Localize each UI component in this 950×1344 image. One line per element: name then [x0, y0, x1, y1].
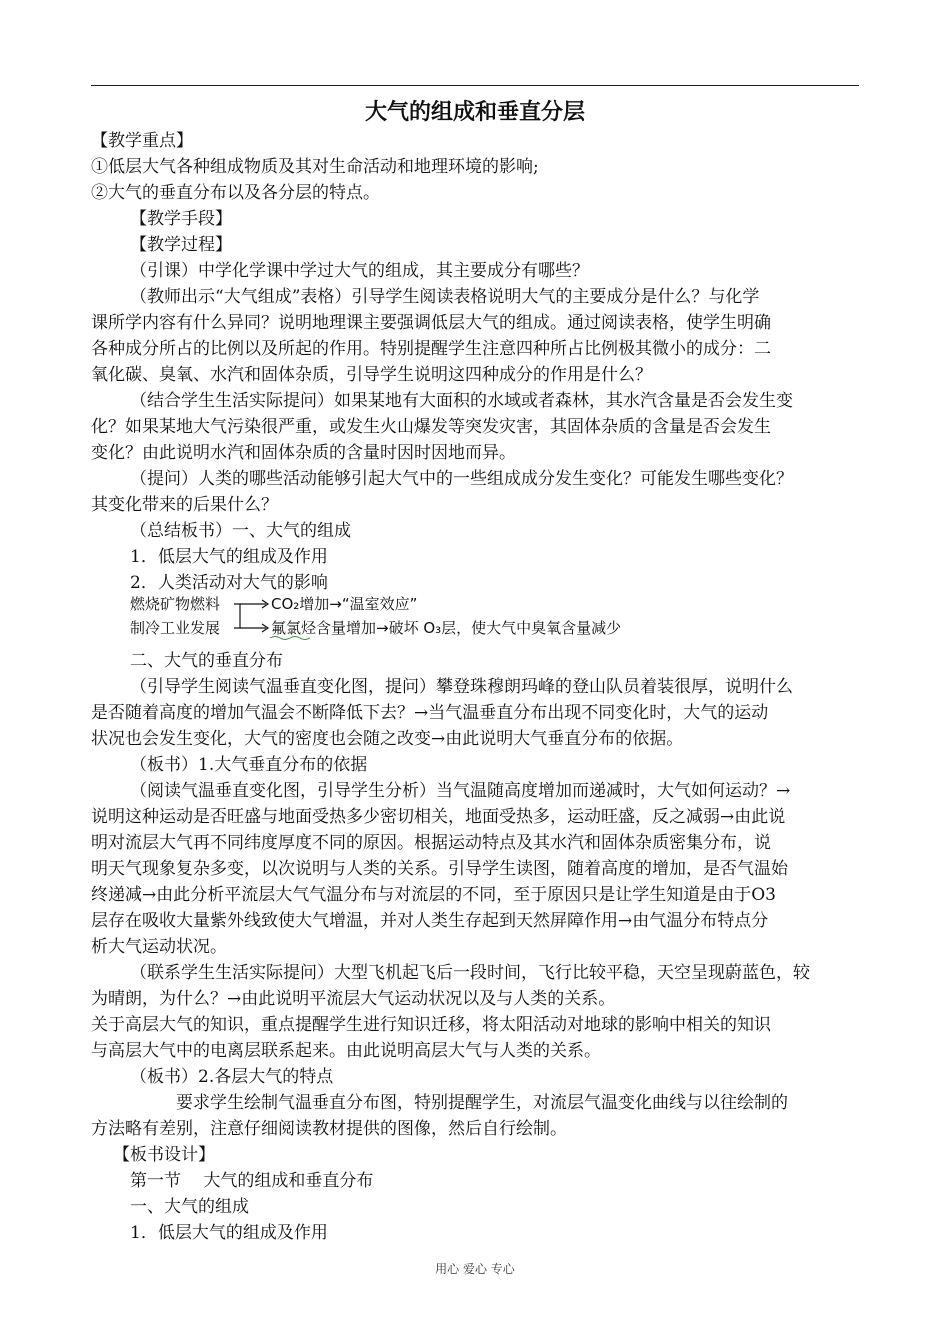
page-footer: 用心 爱心 专心	[435, 1262, 515, 1276]
paragraph-line: 为晴朗，为什么？→由此说明平流层大气运动状况以及与人类的关系。	[91, 989, 616, 1009]
heading-teaching-process: 【教学过程】	[130, 235, 232, 255]
paragraph-line: （结合学生生活实际提问）如果某地有大面积的水域或者森林，其水汽含量是否会发生变	[130, 391, 793, 411]
paragraph-line: 关于高层大气的知识，重点提醒学生进行知识迁移，将太阳活动对地球的影响中相关的知识	[91, 1015, 771, 1035]
paragraph-line: 其变化带来的后果什么？	[91, 495, 278, 515]
board-summary-line: （总结板书）一、大气的组成	[130, 521, 351, 541]
focus-item-2: ②大气的垂直分布以及各分层的特点。	[91, 183, 380, 203]
board-item: 2．人类活动对大气的影响	[130, 573, 328, 593]
paragraph-line: （引课）中学化学课中学过大气的组成，其主要成分有哪些？	[130, 261, 589, 281]
paragraph-line: 析大气运动状况。	[91, 937, 227, 957]
paragraph-line: 终递减→由此分析平流层大气气温分布与对流层的不同，至于原因只是让学生知道是由于O3	[91, 885, 776, 905]
diagram-result-co2: CO₂增加→“温室效应”	[271, 595, 418, 613]
heading-board-design: 【板书设计】	[113, 1145, 215, 1165]
paragraph-line: 化？如果某地大气污染很严重，或发生火山爆发等突发灾害，其固体杂质的含量是否会发生	[91, 417, 771, 437]
paragraph-line: （引导学生阅读气温垂直变化图，提问）攀登珠穆朗玛峰的登山队员着装很厚，说明什么	[130, 677, 793, 697]
paragraph-line: 状况也会发生变化，大气的密度也会随之改变→由此说明大气垂直分布的依据。	[91, 729, 684, 749]
paragraph-line: 是否随着高度的增加气温会不断降低下去？→当气温垂直分布出现不同变化时，大气的运动	[91, 703, 769, 723]
board-design-section: 第一节 大气的组成和垂直分布	[130, 1171, 374, 1191]
paragraph-line: （联系学生生活实际提问）大型飞机起飞后一段时间，飞行比较平稳，天空呈现蔚蓝色，较	[130, 963, 810, 983]
board-item: 1．低层大气的组成及作用	[130, 547, 328, 567]
paragraph-line: 方法略有差别，注意仔细阅读教材提供的图像，然后自行绘制。	[91, 1119, 567, 1139]
paragraph-line: 与高层大气中的电离层联系起来。由此说明高层大气与人类的关系。	[91, 1041, 601, 1061]
board-line: （板书）2.各层大气的特点	[130, 1067, 334, 1087]
diagram-source-refrigeration: 制冷工业发展	[130, 619, 221, 637]
paragraph-line: 各种成分所占的比例以及所起的作用。特别提醒学生注意四种所占比例极其微小的成分：二	[91, 339, 771, 359]
paragraph-line: （教师出示“大气组成”表格）引导学生阅读表格说明大气的主要成分是什么？与化学	[130, 287, 760, 307]
diagram-result-ozone: 氟氯烃含量增加→破坏 O₃层，使大气中臭氧含量减少	[271, 619, 622, 637]
paragraph-line: 变化？由此说明水汽和固体杂质的含量时因时因地而异。	[91, 443, 516, 463]
paragraph-line: 明对流层大气再不同纬度厚度不同的原因。根据运动特点及其水汽和固体杂质密集分布，说	[91, 833, 771, 853]
board-design-item: 一、大气的组成	[130, 1197, 249, 1217]
paragraph-line: 氧化碳、臭氧、水汽和固体杂质，引导学生说明这四种成分的作用是什么？	[91, 365, 652, 385]
board-design-item: 1．低层大气的组成及作用	[130, 1223, 328, 1243]
paragraph-line: 层存在吸收大量紫外线致使大气增温，并对人类生存起到天然屏障作用→由气温分布特点分	[91, 911, 769, 931]
heading-teaching-means: 【教学手段】	[130, 209, 232, 229]
heading-teaching-focus: 【教学重点】	[91, 131, 193, 151]
human-impact-diagram	[130, 592, 690, 640]
header-rule	[91, 85, 859, 86]
paragraph-line: （提问）人类的哪些活动能够引起大气中的一些组成成分发生变化？可能发生哪些变化？	[130, 469, 793, 489]
paragraph-line: 课所学内容有什么异同？说明地理课主要强调低层大气的组成。通过阅读表格，使学生明确	[91, 313, 771, 333]
board-line: （板书）1.大气垂直分布的依据	[130, 755, 368, 775]
paragraph-line: （阅读气温垂直变化图，引导学生分析）当气温随高度增加而递减时，大气如何运动？→	[130, 781, 791, 801]
diagram-source-fossil-fuel: 燃烧矿物燃料	[130, 595, 221, 613]
paragraph-line: 要求学生绘制气温垂直分布图，特别提醒学生，对流层气温变化曲线与以往绘制的	[176, 1093, 788, 1113]
focus-item-1: ①低层大气各种组成物质及其对生命活动和地理环境的影响;	[91, 157, 539, 177]
document-title: 大气的组成和垂直分层	[364, 100, 585, 125]
paragraph-line: 说明这种运动是否旺盛与地面受热多少密切相关，地面受热多，运动旺盛，反之减弱→由此说	[91, 807, 786, 827]
paragraph-line: 明天气现象复杂多变，以次说明与人类的关系。引导学生读图，随着高度的增加，是否气温始	[91, 859, 788, 879]
section-heading: 二、大气的垂直分布	[130, 651, 283, 671]
